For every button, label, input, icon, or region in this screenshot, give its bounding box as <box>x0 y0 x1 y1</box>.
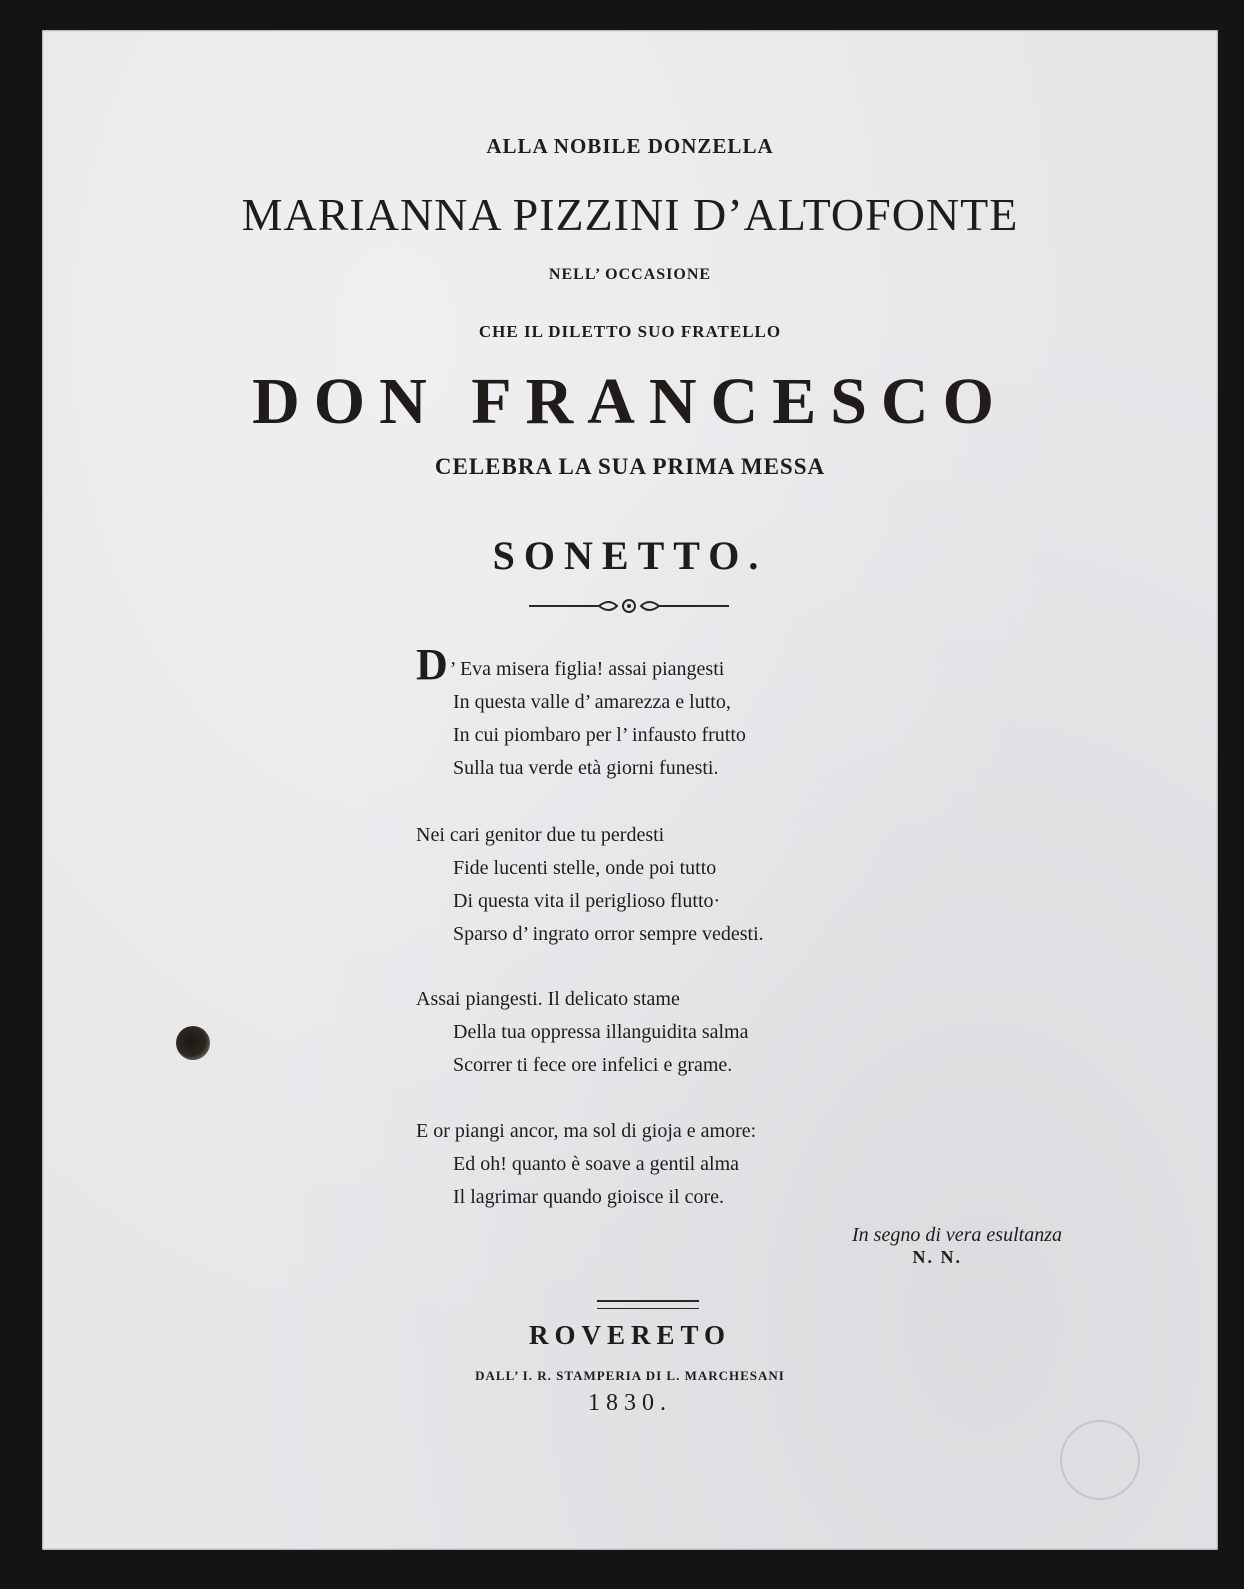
paper-hole <box>176 1026 210 1060</box>
occasion-line: NELL’ OCCASIONE <box>548 266 712 283</box>
poem-type-heading: SONETTO. <box>492 533 768 578</box>
double-rule-divider <box>597 1300 699 1309</box>
verse-line: Ed oh! quanto è soave a gentil alma <box>453 1153 740 1175</box>
drop-cap: D <box>416 640 448 689</box>
faded-library-stamp <box>1060 1420 1140 1500</box>
imprint-printer: DALL’ I. R. STAMPERIA DI L. MARCHESANI <box>475 1368 785 1383</box>
verse-line: Nei cari genitor due tu perdesti <box>416 824 665 846</box>
event-line: CELEBRA LA SUA PRIMA MESSA <box>434 454 826 479</box>
imprint-city: ROVERETO <box>528 1320 732 1350</box>
verse-line: Assai piangesti. Il delicato stame <box>416 988 680 1010</box>
verse-line: Della tua oppressa illanguidita salma <box>453 1021 749 1043</box>
stanza-1 <box>412 640 932 785</box>
honoree-name: MARIANNA PIZZINI D’ALTOFONTE <box>241 189 1019 240</box>
verse-line: Sulla tua verde età giorni funesti. <box>453 757 719 779</box>
stanza-3 <box>412 983 932 1082</box>
verse-line: Sparso d’ ingrato orror sempre vedesti. <box>453 923 764 945</box>
signoff <box>742 1224 1062 1268</box>
verse-line: Il lagrimar quando gioisce il core. <box>453 1186 725 1208</box>
author-initials: N. N. <box>912 1247 962 1267</box>
broadside-sheet <box>42 30 1218 1550</box>
subject-name: DON FRANCESCO <box>252 365 1008 438</box>
verse-line <box>412 640 932 689</box>
ornament-divider-icon <box>529 594 729 618</box>
verse-line: E or piangi ancor, ma sol di gioja e amore: <box>416 1120 757 1142</box>
verse-line: In cui piombaro per l’ infausto frutto <box>453 724 746 746</box>
verse-line: Scorrer ti fece ore infelici e grame. <box>453 1054 733 1076</box>
verse-line: Di questa vita il periglioso flutto· <box>453 890 721 912</box>
clause-line: CHE IL DILETTO SUO FRATELLO <box>478 322 782 341</box>
imprint-year: 1830. <box>588 1390 672 1416</box>
verse-line: In questa valle d’ amarezza e lutto, <box>453 691 731 713</box>
stanza-2 <box>412 819 932 951</box>
signoff-motto: In segno di vera esultanza <box>852 1224 1062 1246</box>
verse-line: Fide lucenti stelle, onde poi tutto <box>453 857 717 879</box>
stanza-4 <box>412 1115 932 1214</box>
verse-text: ’ Eva misera figlia! assai piangesti <box>449 658 725 680</box>
dedication-line: ALLA NOBILE DONZELLA <box>486 134 774 158</box>
